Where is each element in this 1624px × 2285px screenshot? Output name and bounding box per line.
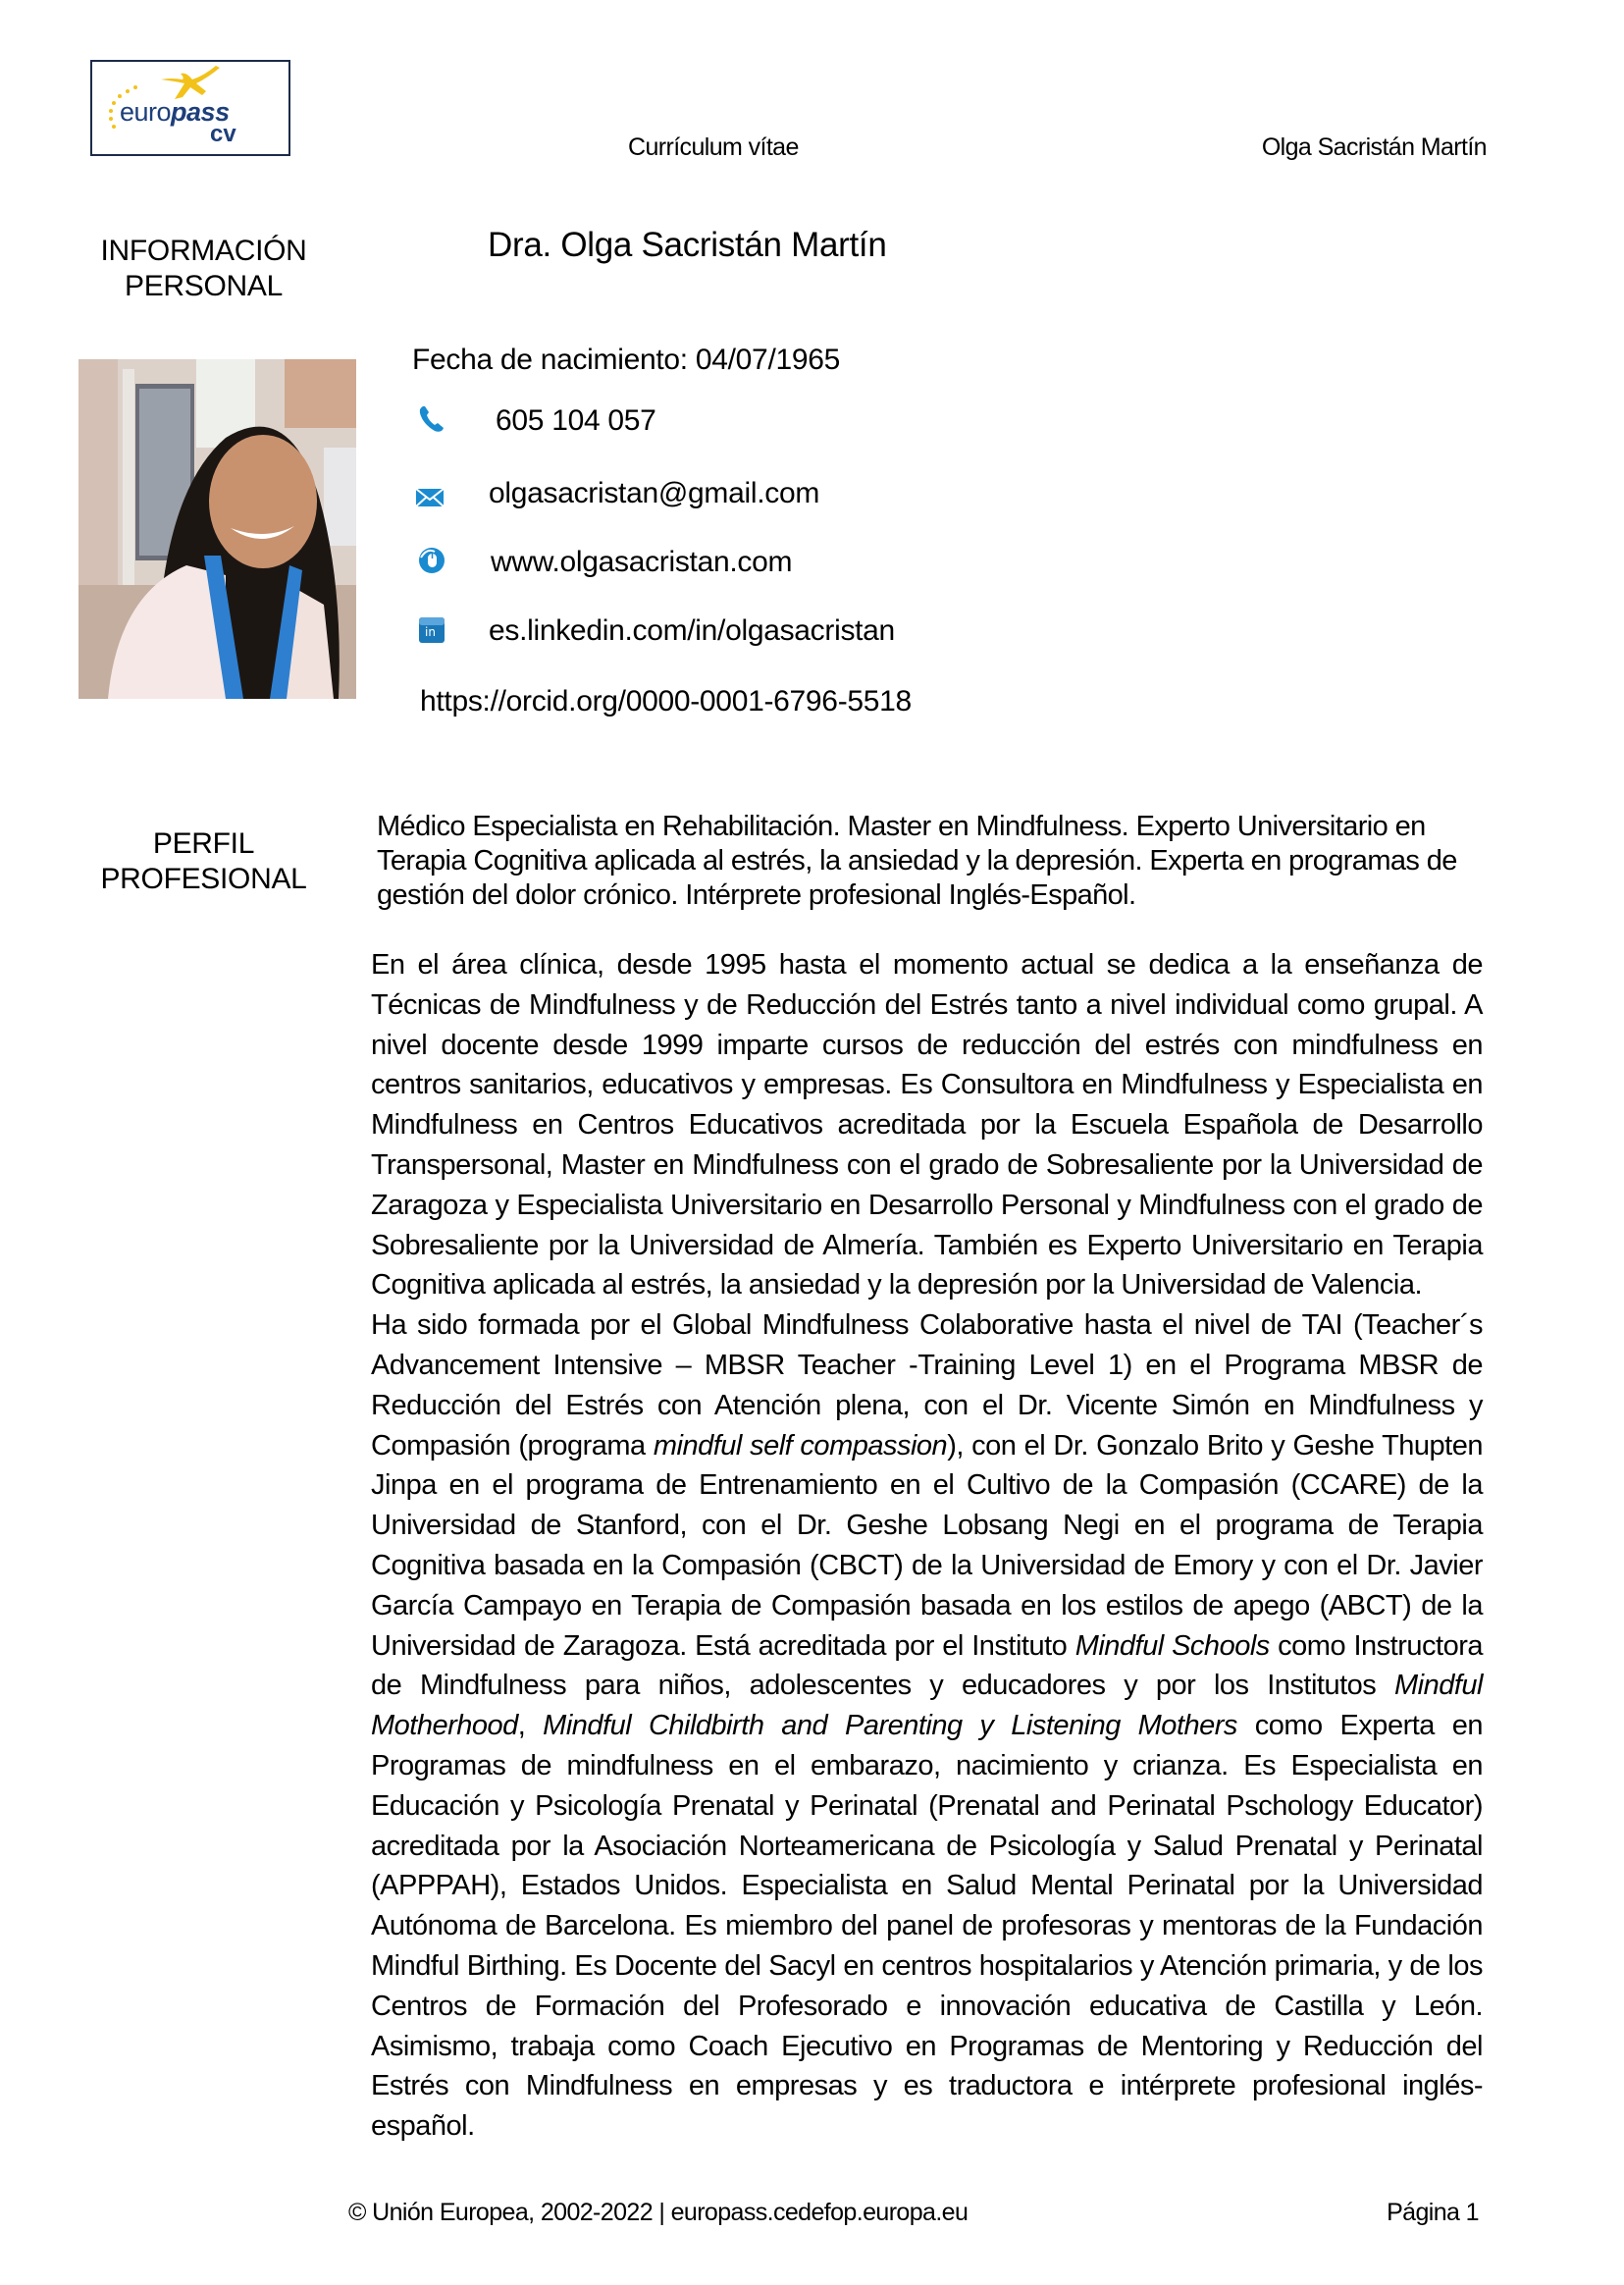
email-address[interactable]: olgasacristan@gmail.com: [489, 477, 820, 509]
portrait-illustration: [79, 359, 356, 699]
footer-copyright: © Unión Europea, 2002-2022 | europass.cedefop.europa.eu: [348, 2199, 969, 2226]
website-link[interactable]: www.olgasacristan.com: [491, 546, 793, 578]
italic-text-run: Mindful Motherhood: [371, 1670, 1483, 1742]
logo-wordmark: europass: [120, 97, 230, 127]
text-run: ,: [517, 1710, 544, 1742]
phone-icon: [417, 404, 446, 434]
profile-summary: Médico Especialista en Rehabilitación. Master en Mindfulness. Experto Universitario en Terapia Cognitiva aplicada al estrés, la ansiedad y la depresión. Experta en programas de gestión del dolor crónico. Intérprete profesional Inglés-Español.: [377, 811, 1457, 911]
profile-photo: [79, 359, 356, 699]
logo-cv: cv: [210, 121, 236, 147]
section-label-personal-info: [79, 234, 329, 304]
section-label-professional-profile: [79, 826, 329, 897]
section-label-line: PERSONAL: [125, 270, 283, 302]
italic-text-run: Mindful Schools: [1074, 1629, 1270, 1662]
email-icon: [415, 487, 445, 516]
birth-date: Fecha de nacimiento: 04/07/1965: [412, 344, 841, 376]
italic-text-run: Mindful Childbirth and Parenting y Listening Mothers: [543, 1710, 1237, 1742]
svg-text:in: in: [425, 625, 436, 639]
page-number: Página 1: [1387, 2199, 1479, 2226]
text-run: como Instructora de Mindfulness para niños, adolescentes y educadores y por los Institutos: [371, 1629, 1483, 1702]
web-mouse-icon: [417, 546, 446, 575]
section-label-line: PROFESIONAL: [100, 863, 307, 895]
document-type: Currículum vítae: [628, 133, 799, 161]
europass-figure-icon: [157, 66, 226, 101]
italic-text-run: mindful self compassion: [653, 1429, 948, 1461]
full-name: Dra. Olga Sacristán Martín: [488, 226, 887, 264]
profile-description: [371, 945, 1483, 2147]
linkedin-icon: [418, 616, 447, 646]
header-person-name: Olga Sacristán Martín: [1261, 133, 1487, 161]
profile-paragraph-2: [371, 1305, 1483, 2147]
orcid-link[interactable]: https://orcid.org/0000-0001-6796-5518: [420, 685, 912, 717]
phone-number[interactable]: 605 104 057: [496, 404, 656, 437]
linkedin-link[interactable]: es.linkedin.com/in/olgasacristan: [489, 614, 895, 647]
section-label-line: PERFIL: [152, 827, 255, 860]
section-label-line: INFORMACIÓN: [100, 235, 307, 267]
text-run: como Experta en Programas de mindfulness en el embarazo, nacimiento y crianza. Es Especialista en Educación y Psicología Prenatal y Perinatal (Prenatal and Perinatal Pschology Educator) acreditada por la Asociación Norteamericana de Psicología y Salud Prenatal y Perinatal (APPPAH), Estados Unidos. Especialista en Salud Mental Perinatal por la Universidad Autónoma de Barcelona. Es miembro del panel de profesoras y mentoras de la Fundación Mindful Birthing. Es Docente del Sacyl en centros hospitalarios y Atención primaria, y de los Centros de Formación del Profesorado e innovación educativa de Castilla y León. Asimismo, trabaja como Coach Ejecutivo en Programas de Mentoring y Reducción del Estrés con Mindfulness en empresas y es traductora e intérprete profesional inglés-español.: [371, 1710, 1483, 2143]
europass-logo: [90, 60, 290, 156]
text-run: Ha sido formada por el Global Mindfulness Colaborative hasta el nivel de TAI (Teacher´s Advancement Intensive – MBSR Teacher -Training Level 1) en el Programa MBSR de Reducción del Estrés con Atención plena, con el Dr. Vicente Simón en Mindfulness y Compasión (programa: [371, 1309, 1483, 1461]
text-run: ), con el Dr. Gonzalo Brito y Geshe Thupten Jinpa en el programa de Entrenamiento en el Cultivo de la Compasión (CCARE) de la Universidad de Stanford, con el Dr. Geshe Lobsang Negi en el programa de Terapia Cognitiva basada en la Compasión (CBCT) de la Universidad de Emory y con el Dr. Javier García Campayo en Terapia de Compasión basada en los estilos de apego (ABCT) de la Universidad de Zaragoza. Está acreditada por el Instituto: [371, 1429, 1483, 1662]
profile-paragraph-1: En el área clínica, desde 1995 hasta el momento actual se dedica a la enseñanza de Técnicas de Mindfulness y de Reducción del Estrés tanto a nivel individual como grupal. A nivel docente desde 1999 imparte cursos de reducción del estrés con mindfulness en centros sanitarios, educativos y empresas. Es Consultora en Mindfulness y Especialista en Mindfulness en Centros Educativos acreditada por la Escuela Española de Desarrollo Transpersonal, Master en Mindfulness con el grado de Sobresaliente por la Universidad de Zaragoza y Especialista Universitario en Desarrollo Personal y Mindfulness con el grado de Sobresaliente por la Universidad de Almería. También es Experto Universitario en Terapia Cognitiva aplicada al estrés, la ansiedad y la depresión por la Universidad de Valencia.: [371, 949, 1483, 1302]
